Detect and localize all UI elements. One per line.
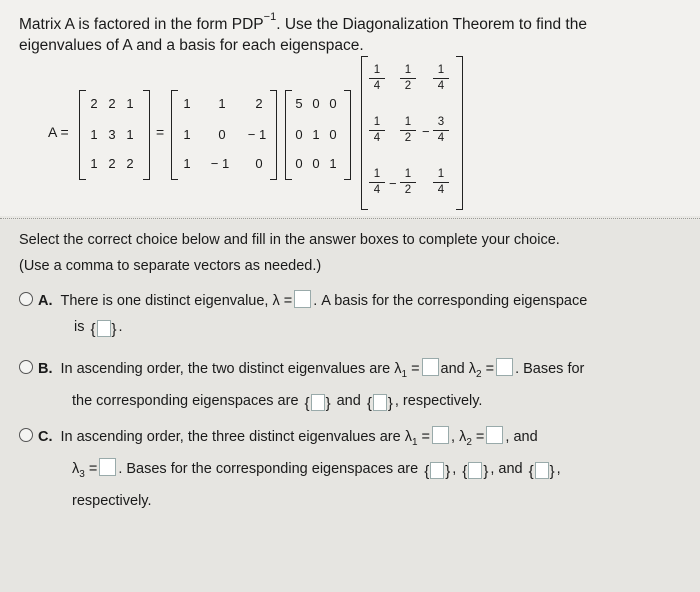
matrix-cell: 1: [183, 127, 191, 142]
subscript: 3: [79, 468, 85, 480]
matrix-cell: 5: [295, 96, 303, 111]
instruction-text: Select the correct choice below and fill in the answer boxes to complete your choice.: [19, 232, 560, 248]
answer-box-basis2[interactable]: [373, 394, 387, 411]
matrix-cell: 1: [126, 127, 134, 142]
answer-box-eigenvalue[interactable]: [294, 290, 311, 308]
matrix-cell: 3: [108, 127, 116, 142]
matrix-cell: 0: [255, 156, 263, 171]
answer-box-lambda2[interactable]: [496, 358, 513, 376]
choice-text: is: [74, 319, 85, 335]
choice-text: . Bases for the corresponding eigenspaces are: [118, 460, 419, 477]
answer-box-lambda3[interactable]: [99, 458, 116, 476]
choice-text: .: [118, 319, 123, 335]
basis-set: { }: [90, 321, 117, 338]
matrix-cell: 1: [126, 96, 134, 111]
matrix-cell: 1: [329, 156, 337, 171]
prompt-text: . Use the Diagonalization Theorem to find the: [276, 16, 587, 34]
instruction-hint: (Use a comma to separate vectors as needed.): [19, 258, 322, 274]
choice-text: =: [475, 429, 485, 445]
fraction-cell: − 1 2: [397, 168, 419, 197]
matrix-cell: 0: [329, 96, 337, 111]
choice-b-radio[interactable]: [19, 360, 33, 374]
answer-box-basis1[interactable]: [430, 462, 444, 479]
matrix-cell: 1: [90, 156, 98, 171]
choice-letter: C.: [38, 429, 53, 445]
fraction-cell: 1 4: [430, 168, 452, 197]
matrix-cell: 1: [183, 96, 191, 111]
matrix-cell: 1: [312, 127, 320, 142]
matrix-cell: 1: [218, 96, 226, 111]
matrix-cell: 2: [126, 156, 134, 171]
choice-a-radio[interactable]: [19, 292, 33, 306]
prompt-text: Matrix A is factored in the form PDP: [19, 16, 264, 34]
fraction-cell: 1 4: [366, 116, 388, 145]
choice-text: , and: [490, 460, 523, 477]
choice-text: , and: [505, 429, 538, 445]
choice-text: . A basis for the corresponding eigenspace: [313, 293, 588, 309]
matrix-cell: 2: [90, 96, 98, 111]
fraction-cell: 1 4: [366, 168, 388, 197]
answer-box-basis3[interactable]: [535, 462, 549, 479]
answer-box-lambda1[interactable]: [422, 358, 439, 376]
choice-text: =: [411, 361, 420, 377]
choice-text: ,: [452, 460, 457, 477]
choice-text: =: [485, 361, 495, 377]
a-label: A =: [48, 124, 69, 140]
choice-text: . Bases for: [515, 361, 585, 377]
prompt-text: eigenvalues of A and a basis for each eigenspace.: [19, 37, 364, 55]
choice-text: , λ: [451, 429, 467, 445]
choice-text: In ascending order, the two distinct eigenvalues are λ: [60, 361, 402, 377]
choice-text: There is one distinct eigenvalue, λ =: [60, 293, 293, 309]
basis-set: { }: [462, 462, 489, 480]
basis-set: { }: [528, 462, 555, 480]
fraction-cell: 1 4: [430, 64, 452, 93]
choice-text: and λ: [440, 361, 477, 377]
choice-text: =: [421, 429, 431, 445]
subscript: 2: [476, 368, 482, 380]
choice-text: and: [336, 392, 361, 409]
matrix-cell: − 1: [247, 127, 267, 142]
choice-text: , respectively.: [394, 392, 483, 409]
bracket: [270, 90, 277, 180]
subscript: 1: [411, 436, 418, 448]
basis-set: { }: [366, 394, 393, 412]
matrix-cell: 0: [295, 156, 303, 171]
choice-text: In ascending order, the three distinct eigenvalues are λ: [60, 429, 412, 445]
answer-box-basis1[interactable]: [311, 394, 325, 411]
choice-letter: A.: [38, 293, 53, 309]
choice-text: respectively.: [72, 492, 152, 509]
bracket: [171, 90, 178, 180]
matrix-cell: 2: [255, 96, 263, 111]
matrix-cell: 0: [218, 127, 226, 142]
choice-c: [19, 424, 561, 514]
matrix-cell: 0: [312, 156, 320, 171]
answer-box-lambda1[interactable]: [432, 426, 449, 444]
equals-sign: =: [156, 124, 165, 140]
fraction-cell: 1 2: [397, 64, 419, 93]
fraction-cell: 1 2: [397, 116, 419, 145]
matrix-cell: 0: [329, 127, 337, 142]
choice-c-radio[interactable]: [19, 428, 33, 442]
choice-b: [19, 356, 584, 417]
matrix-cell: 2: [108, 96, 116, 111]
basis-set: { }: [424, 462, 451, 480]
fraction-cell: 1 4: [366, 64, 388, 93]
subscript: 1: [401, 368, 408, 380]
fraction-cell: − 3 4: [430, 116, 452, 145]
subscript: 2: [466, 436, 472, 448]
choice-text: ,: [556, 460, 561, 477]
answer-box-basis[interactable]: [97, 320, 111, 337]
bracket: [456, 56, 463, 210]
matrix-cell: 1: [183, 156, 191, 171]
matrix-cell: 0: [312, 96, 320, 111]
matrix-cell: − 1: [210, 156, 230, 171]
choice-letter: B.: [38, 361, 53, 377]
bracket: [143, 90, 150, 180]
inverse-superscript: −1: [263, 11, 277, 23]
matrix-cell: 0: [295, 127, 303, 142]
answer-box-basis2[interactable]: [468, 462, 482, 479]
basis-set: { }: [304, 394, 331, 412]
choice-text: the corresponding eigenspaces are: [72, 392, 299, 409]
answer-box-lambda2[interactable]: [486, 426, 503, 444]
choice-text: =: [88, 460, 98, 477]
matrix-cell: 1: [90, 127, 98, 142]
matrix-cell: 2: [108, 156, 116, 171]
bracket: [344, 90, 351, 180]
choice-text: λ: [72, 460, 80, 477]
choice-a: [19, 288, 587, 343]
question-prompt: [19, 10, 679, 56]
section-divider: [0, 218, 700, 219]
